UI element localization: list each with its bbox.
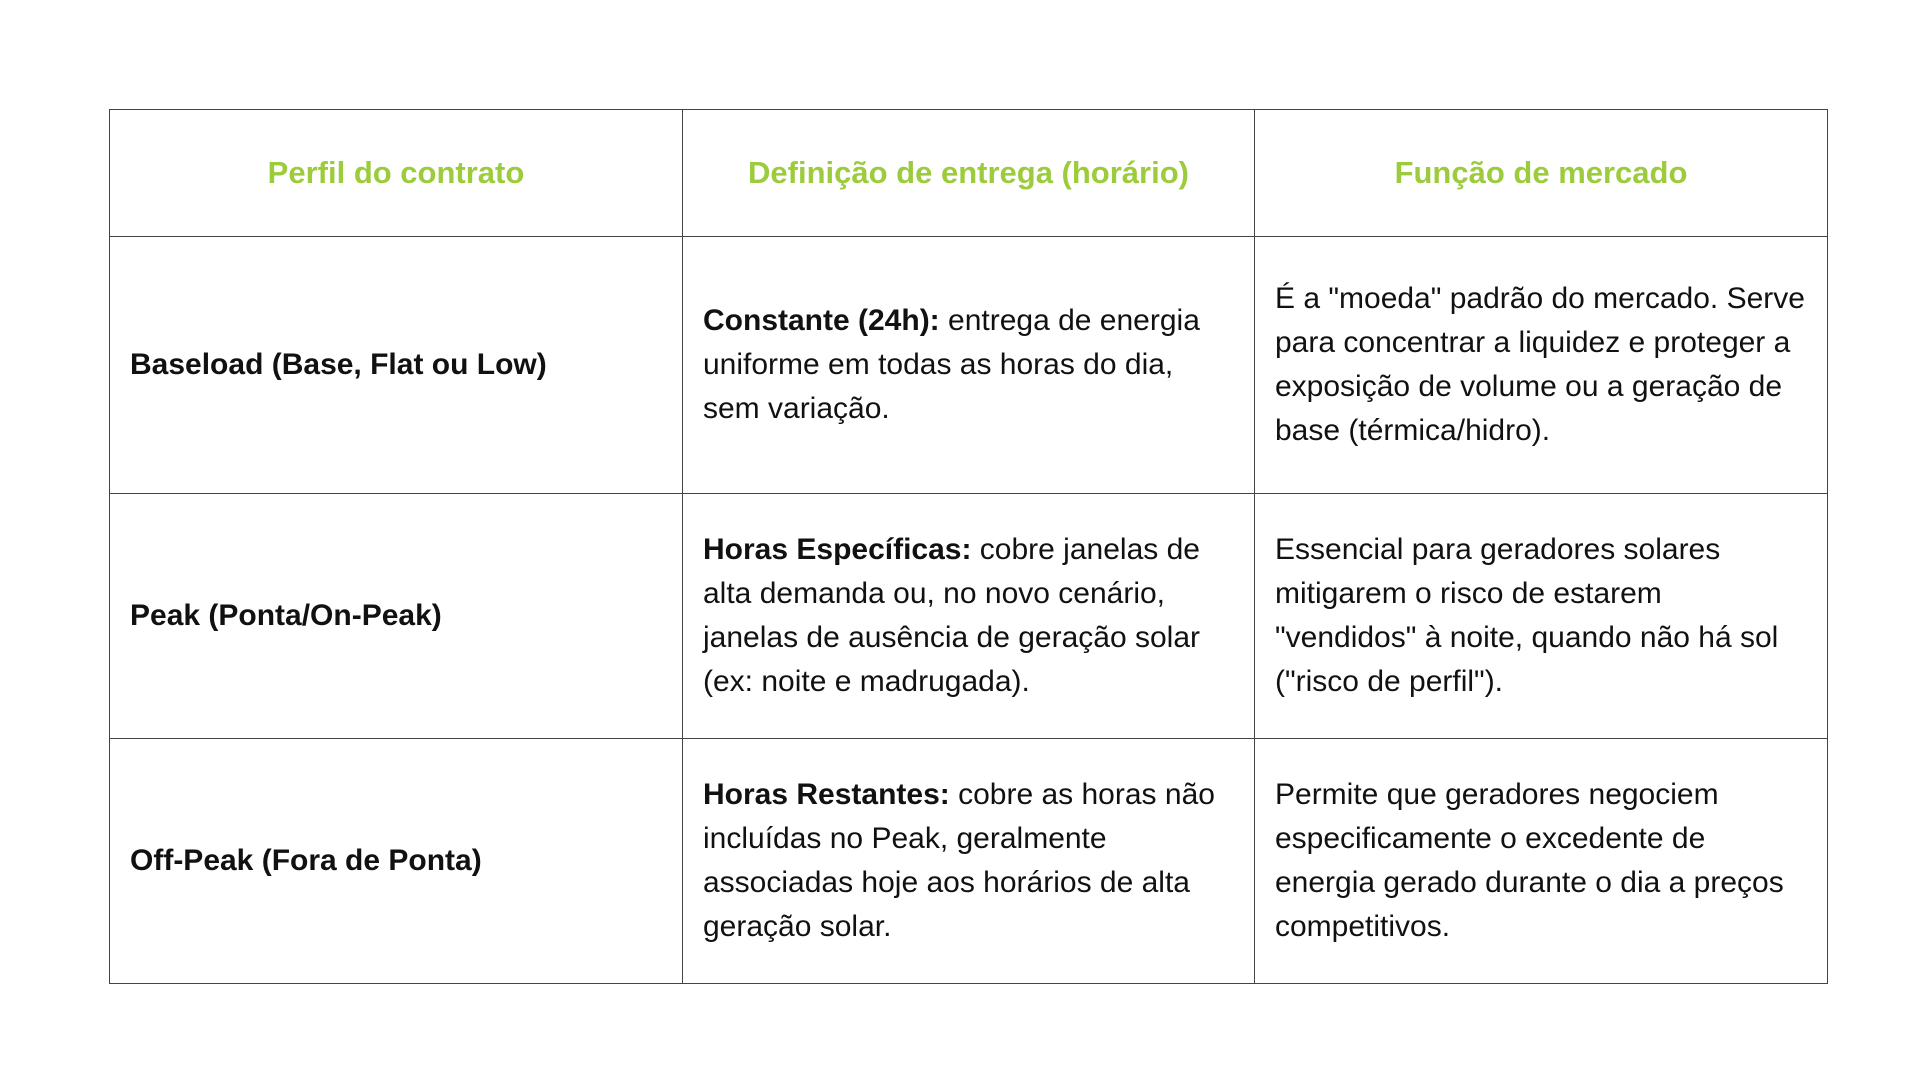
profile-cell: Peak (Ponta/On-Peak) [110, 494, 683, 739]
header-delivery-definition: Definição de entrega (horário) [683, 110, 1255, 237]
delivery-text: cobre as horas não incluídas no Peak, geralmente associadas hoje aos horários de alta geração solar. [703, 778, 1215, 943]
function-cell: Essencial para geradores solares mitigarem o risco de estarem "vendidos" à noite, quando não há sol ("risco de perfil"). [1255, 494, 1828, 739]
delivery-cell [683, 739, 1255, 984]
table-header-row [110, 110, 1828, 237]
contract-profiles-table [109, 109, 1828, 984]
delivery-text: entrega de energia uniforme em todas as horas do dia, sem variação. [703, 304, 1200, 425]
function-cell: É a "moeda" padrão do mercado. Serve para concentrar a liquidez e proteger a exposição de volume ou a geração de base (térmica/hidro). [1255, 237, 1828, 494]
delivery-lead: Horas Restantes: [703, 778, 950, 811]
header-contract-profile: Perfil do contrato [110, 110, 683, 237]
table-row [110, 494, 1828, 739]
delivery-lead: Horas Específicas: [703, 533, 972, 566]
table-row [110, 237, 1828, 494]
contract-profiles-table-container [109, 109, 1827, 984]
delivery-lead: Constante (24h): [703, 304, 940, 337]
profile-cell: Off-Peak (Fora de Ponta) [110, 739, 683, 984]
delivery-text: cobre janelas de alta demanda ou, no novo cenário, janelas de ausência de geração solar (ex: noite e madrugada). [703, 533, 1201, 698]
delivery-cell [683, 494, 1255, 739]
header-market-function: Função de mercado [1255, 110, 1828, 237]
function-cell: Permite que geradores negociem especificamente o excedente de energia gerado durante o dia a preços competitivos. [1255, 739, 1828, 984]
table-row [110, 739, 1828, 984]
profile-cell: Baseload (Base, Flat ou Low) [110, 237, 683, 494]
delivery-cell [683, 237, 1255, 494]
